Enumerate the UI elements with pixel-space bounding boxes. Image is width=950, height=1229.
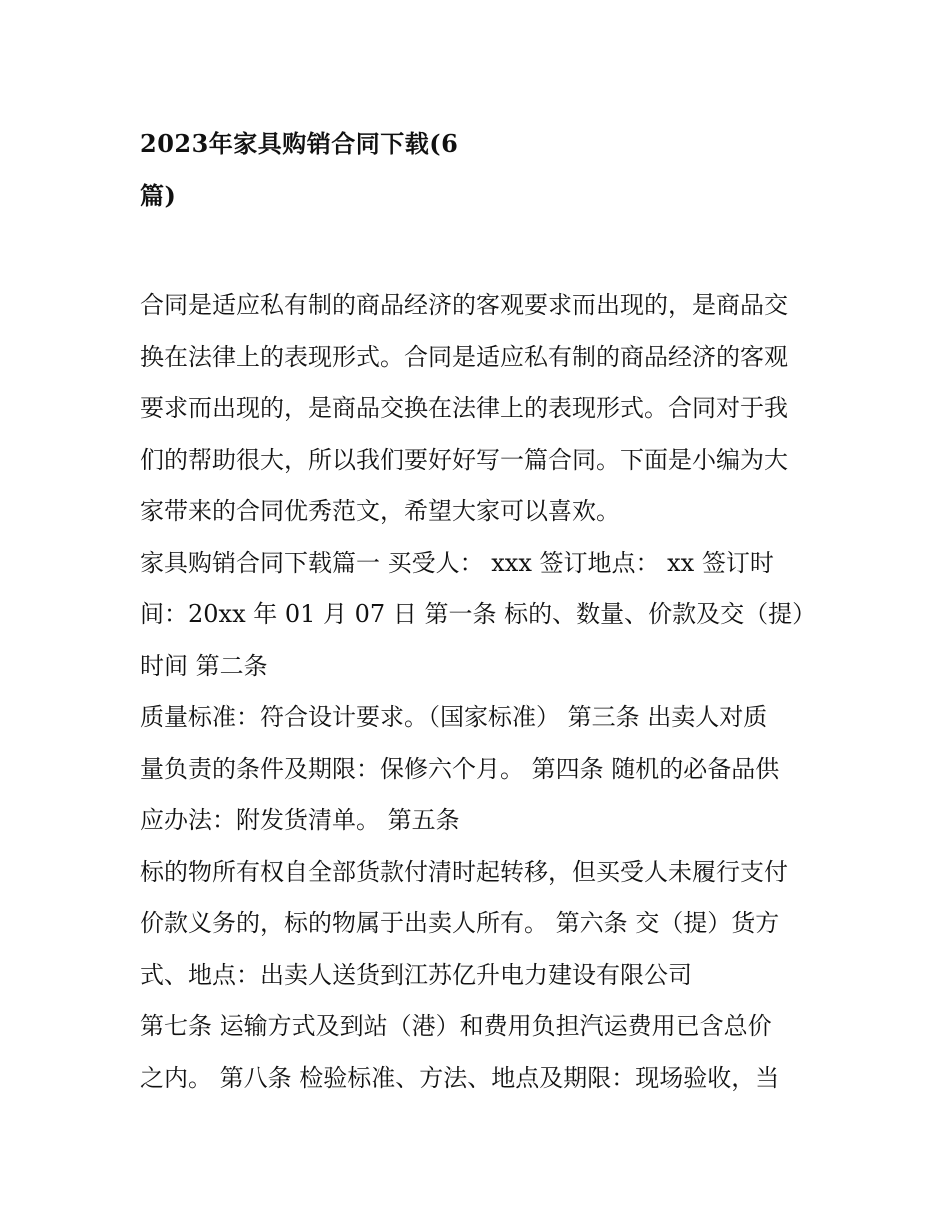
paragraph-intro <box>140 280 820 538</box>
paragraph-transport <box>140 1001 820 1104</box>
title-line-2: 篇) <box>140 180 177 210</box>
text-line: 时间 第二条 <box>140 651 268 680</box>
text-line: 换在法律上的表现形式。合同是适应私有制的商品经济的客观 <box>140 342 788 371</box>
text-line: 式、地点：出卖人送货到江苏亿升电力建设有限公司 <box>140 960 692 989</box>
text-line: 间：20xx 年 01 月 07 日 第一条 标的、数量、价款及交（提） <box>140 600 817 628</box>
text-line: 第七条 运输方式及到站（港）和费用负担汽运费用已含总价 <box>140 1012 772 1040</box>
text-line: 家带来的合同优秀范文，希望大家可以喜欢。 <box>140 497 620 525</box>
text-line: 家具购销合同下载篇一 买受人： xxx 签订地点： xx 签订时 <box>140 548 774 577</box>
text-line: 合同是适应私有制的商品经济的客观要求而出现的，是商品交 <box>140 291 788 319</box>
title-line-1: 2023年家具购销合同下载(6 <box>140 129 459 158</box>
document-title <box>140 118 820 221</box>
text-line: 们的帮助很大，所以我们要好好写一篇合同。下面是小编为大 <box>140 445 788 474</box>
text-line: 应办法：附发货清单。 第五条 <box>140 806 460 834</box>
text-line: 价款义务的，标的物属于出卖人所有。 第六条 交（提）货方 <box>140 909 780 937</box>
text-line: 量负责的条件及期限：保修六个月。 第四条 随机的必备品供 <box>140 754 780 783</box>
paragraph-quality-standard <box>140 692 820 847</box>
text-line: 要求而出现的，是商品交换在法律上的表现形式。合同对于我 <box>140 394 788 422</box>
text-line: 标的物所有权自全部货款付清时起转移，但买受人未履行支付 <box>140 857 788 886</box>
text-line: 之内。 第八条 检验标准、方法、地点及期限：现场验收，当 <box>140 1063 780 1092</box>
paragraph-ownership <box>140 847 820 1002</box>
paragraph-contract-parties <box>140 538 820 693</box>
document-body <box>140 280 820 1104</box>
text-line: 质量标准：符合设计要求。（国家标准） 第三条 出卖人对质 <box>140 703 768 731</box>
